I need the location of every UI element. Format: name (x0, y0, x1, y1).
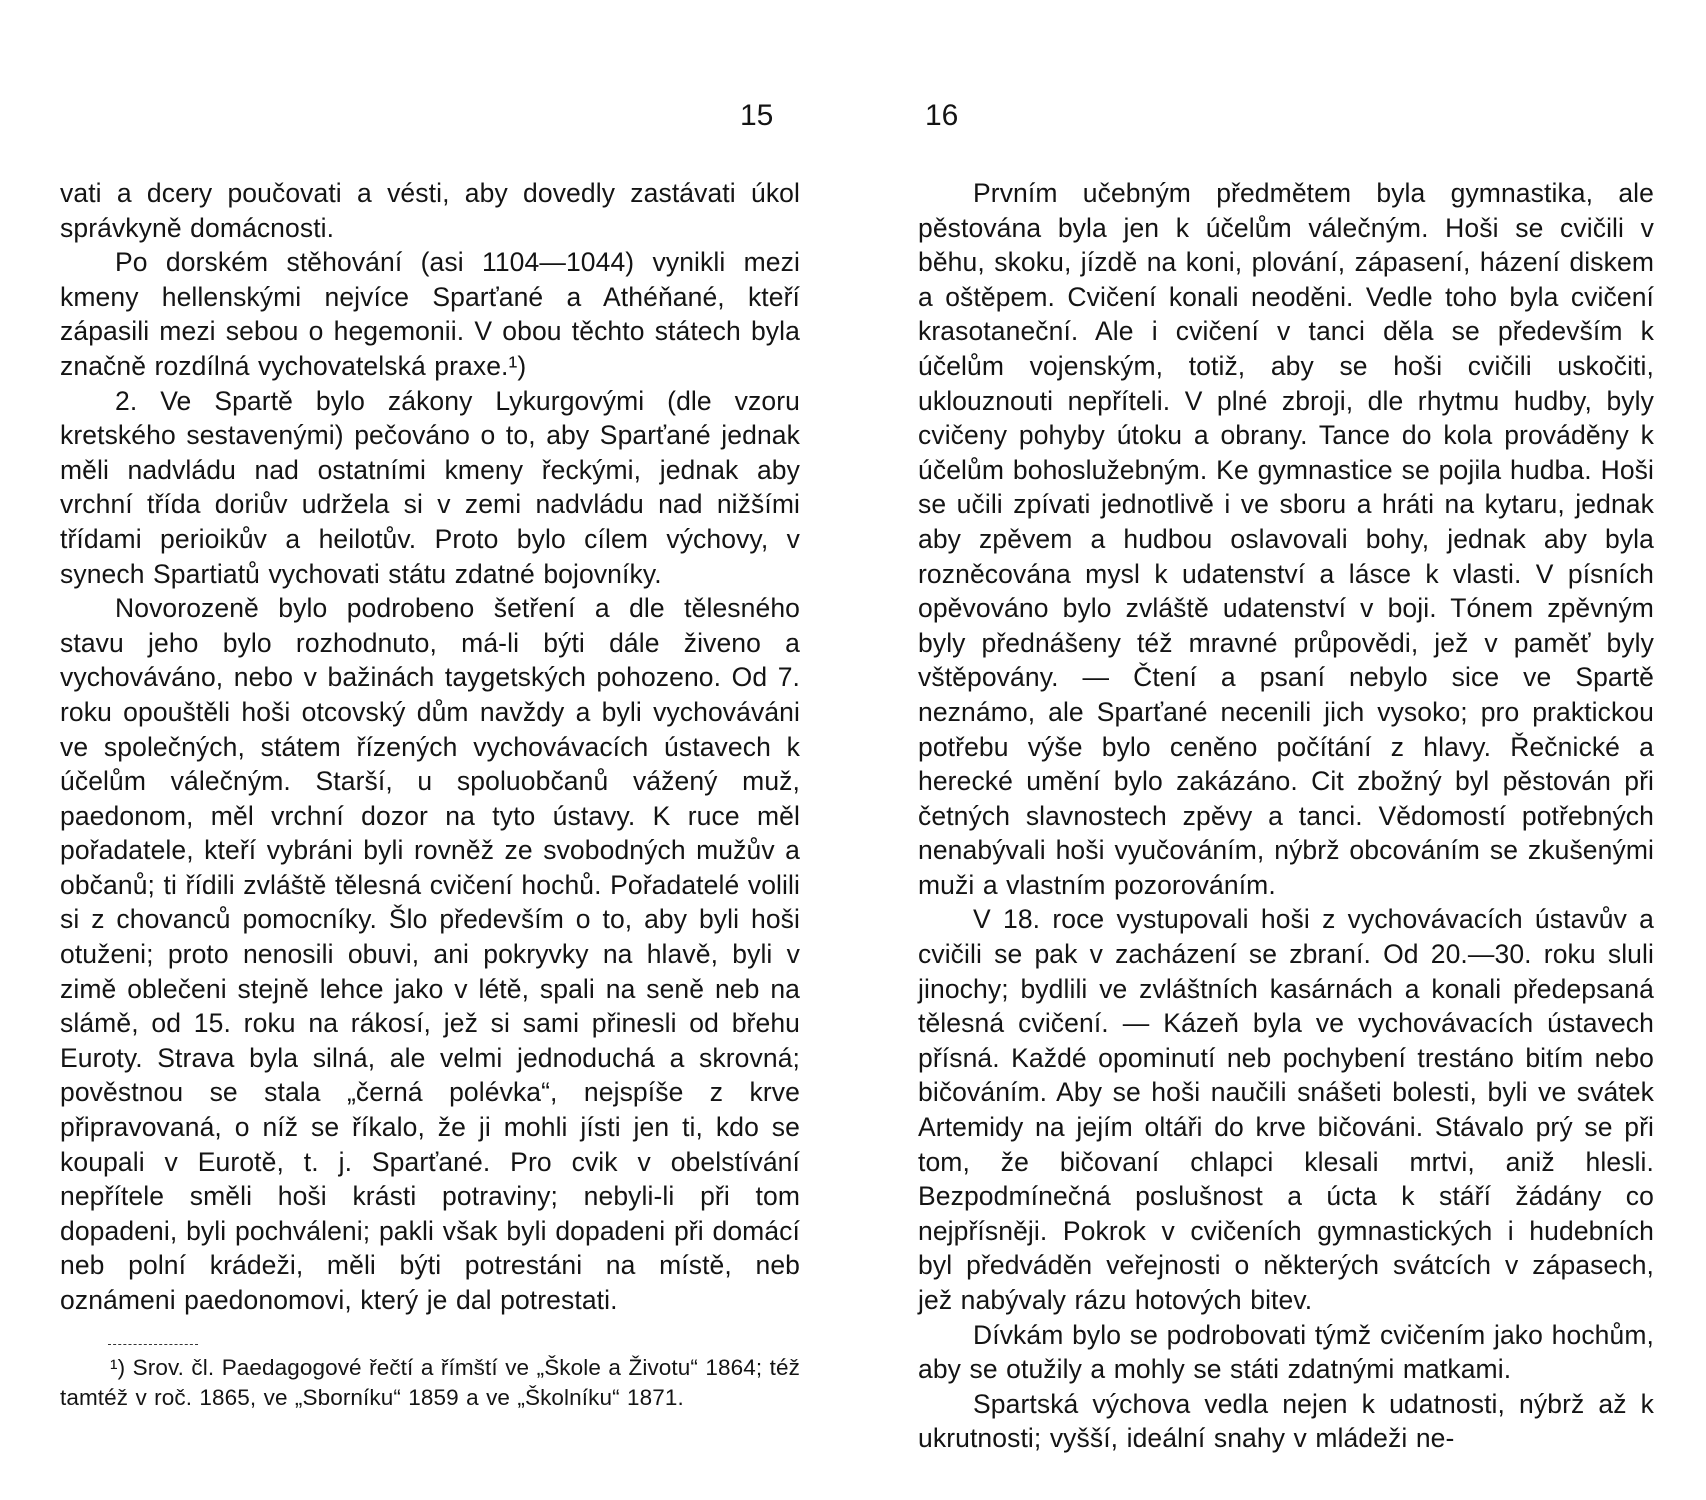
left-page-number: 15 (740, 99, 774, 132)
paragraph: Spartská výchova vedla nejen k udatnosti, nýbrž až k ukrutnosti; vyšší, ideální snahy v mládeži ne- (918, 1388, 1654, 1454)
paragraph: V 18. roce vystupovali hoši z vychovávacích ústavův a cvičili se pak v zacházení se zbraní. Od 20.—30. roku sluli jinochy; bydlili ve zvláštních kasárnách a konali předepsaná tělesná cvičení. — Kázeň byla ve vychovávacích ústavech přísná. Každé opominutí neb pochybení trestáno bitím nebo bičováním. Aby se hoši naučili snášeti bolesti, byli ve svátek Artemidy na jejím oltáři do krve bičováni. Stávalo prý se při tom, že bičovaní chlapci klesali mrtvi, aniž hlesli. Bezpodmínečná poslušnost a úcta k stáří žádány co nejpřísněji. Pokrok v cvičeních gymnastických i hudebních byl předváděn veřejnosti o některých svátcích v zápasech, jež nabývaly rázu hotových bitev. (918, 904, 1654, 1315)
footnote: ¹) Srov. čl. Paedagogové řečtí a římští ve „Škole a Životu“ 1864; též tamtéž v roč. 1865, ve „Sborníku“ 1859 a ve „Školníku“ 1871. (60, 1354, 800, 1410)
paragraph: Dívkám bylo se podrobovati týmž cvičením jako hochům, aby se otužily a mohly se státi zdatnými matkami. (918, 1319, 1654, 1385)
paragraph: Novorozeně bylo podrobeno šetření a dle tělesného stavu jeho bylo rozhodnuto, má-li býti dále živeno a vychováváno, nebo v bažinách taygetských pohozeno. Od 7. roku opouštěli hoši otcovský dům navždy a byli vychováváni ve společných, státem řízených vychovávacích ústavech k účelům válečným. Starší, u spoluobčanů vážený muž, paedonom, měl vrchní dozor na tyto ústavy. K ruce měl pořadatele, kteří vybráni byli rovněž ze svobodných mužův a občanů; ti řídili zvláště tělesná cvičení hochů. Pořadatelé volili si z chovanců pomocníky. Šlo především o to, aby byli hoši otuženi; proto nenosili obuvi, ani pokryvky na hlavě, byli v zimě oblečeni stejně lehce jako v létě, spali na seně neb na slámě, od 15. roku na rákosí, jež si sami přinesli od břehu Euroty. Strava byla silná, ale velmi jednoduchá a skrovná; pověstnou se stala „černá polévka“, nejspíše z krve připravovaná, o níž se říkalo, že ji mohli jísti jen ti, kdo se koupali v Eurotě, t. j. Sparťané. Pro cvik v obelstívání nepřítele směli hoši krásti potraviny; nebyli-li při tom dopadeni, byli pochváleni; pakli však byli dopadeni při domácí neb polní krádeži, měli býti potrestáni na místě, neb oznámeni paedonomovi, který je dal potrestati. (60, 593, 800, 1315)
right-page-number: 16 (925, 99, 959, 132)
footnote-divider (108, 1344, 198, 1345)
paragraph: vati a dcery poučovati a vésti, aby dovedly zastávati úkol správkyně domácnosti. (60, 178, 800, 243)
paragraph: Prvním učebným předmětem byla gymnastika, ale pěstována byla jen k účelům válečným. Hoši se cvičili v běhu, skoku, jízdě na koni, plování, zápasení, házení diskem a oštěpem. Cvičení konali neoděni. Vedle toho byla cvičení krasotaneční. Ale i cvičení v tanci děla se především k účelům vojenským, totiž, aby se hoši cvičili uskočiti, uklouznouti nepříteli. V plné zbroji, dle rhytmu hudby, byly cvičeny pohyby útoku a obrany. Tance do kola prováděny k účelům bohoslužebným. Ke gymnastice se pojila hudba. Hoši se učili zpívati jednotlivě i ve sboru a hráti na kytaru, jednak aby zpěvem a hudbou oslavovali bohy, jednak aby byla rozněcována mysl k udatenství a lásce k vlasti. V písních opěvováno bylo zvláště udatenství v boji. Tónem zpěvným byly přednášeny též mravné průpovědi, jež v paměť byly vštěpovány. — Čtení a psaní nebylo sice ve Spartě neznámo, ale Sparťané necenili jich vysoko; pro praktickou potřebu výše bylo ceněno počítání z hlavy. Řečnické a herecké umění bylo zakázáno. Cit zbožný byl pěstován při četných slavnostech zpěvy a tanci. Vědomostí potřebných nenabývali hoši vyučováním, nýbrž obcováním se zkušenými muži a vlastním pozorováním. (918, 178, 1654, 900)
paragraph: Po dorském stěhování (asi 1104—1044) vynikli mezi kmeny hellenskými nejvíce Sparťané a Athéňané, kteří zápasili mezi sebou o hegemonii. V obou těchto státech byla značně rozdílná vychovatelská praxe.¹) (60, 247, 800, 381)
paragraph: 2. Ve Spartě bylo zákony Lykurgovými (dle vzoru kretského sestavenými) pečováno o to, aby Sparťané jednak měli nadvládu nad ostatními kmeny řeckými, jednak aby vrchní třída doriův udržela si v zemi nadvládu nad nižšími třídami perioikův a heilotův. Proto bylo cílem výchovy, v synech Spartiatů vychovati státu zdatné bojovníky. (60, 385, 800, 589)
right-page-text (918, 176, 1654, 1456)
left-page-text (60, 176, 800, 1413)
